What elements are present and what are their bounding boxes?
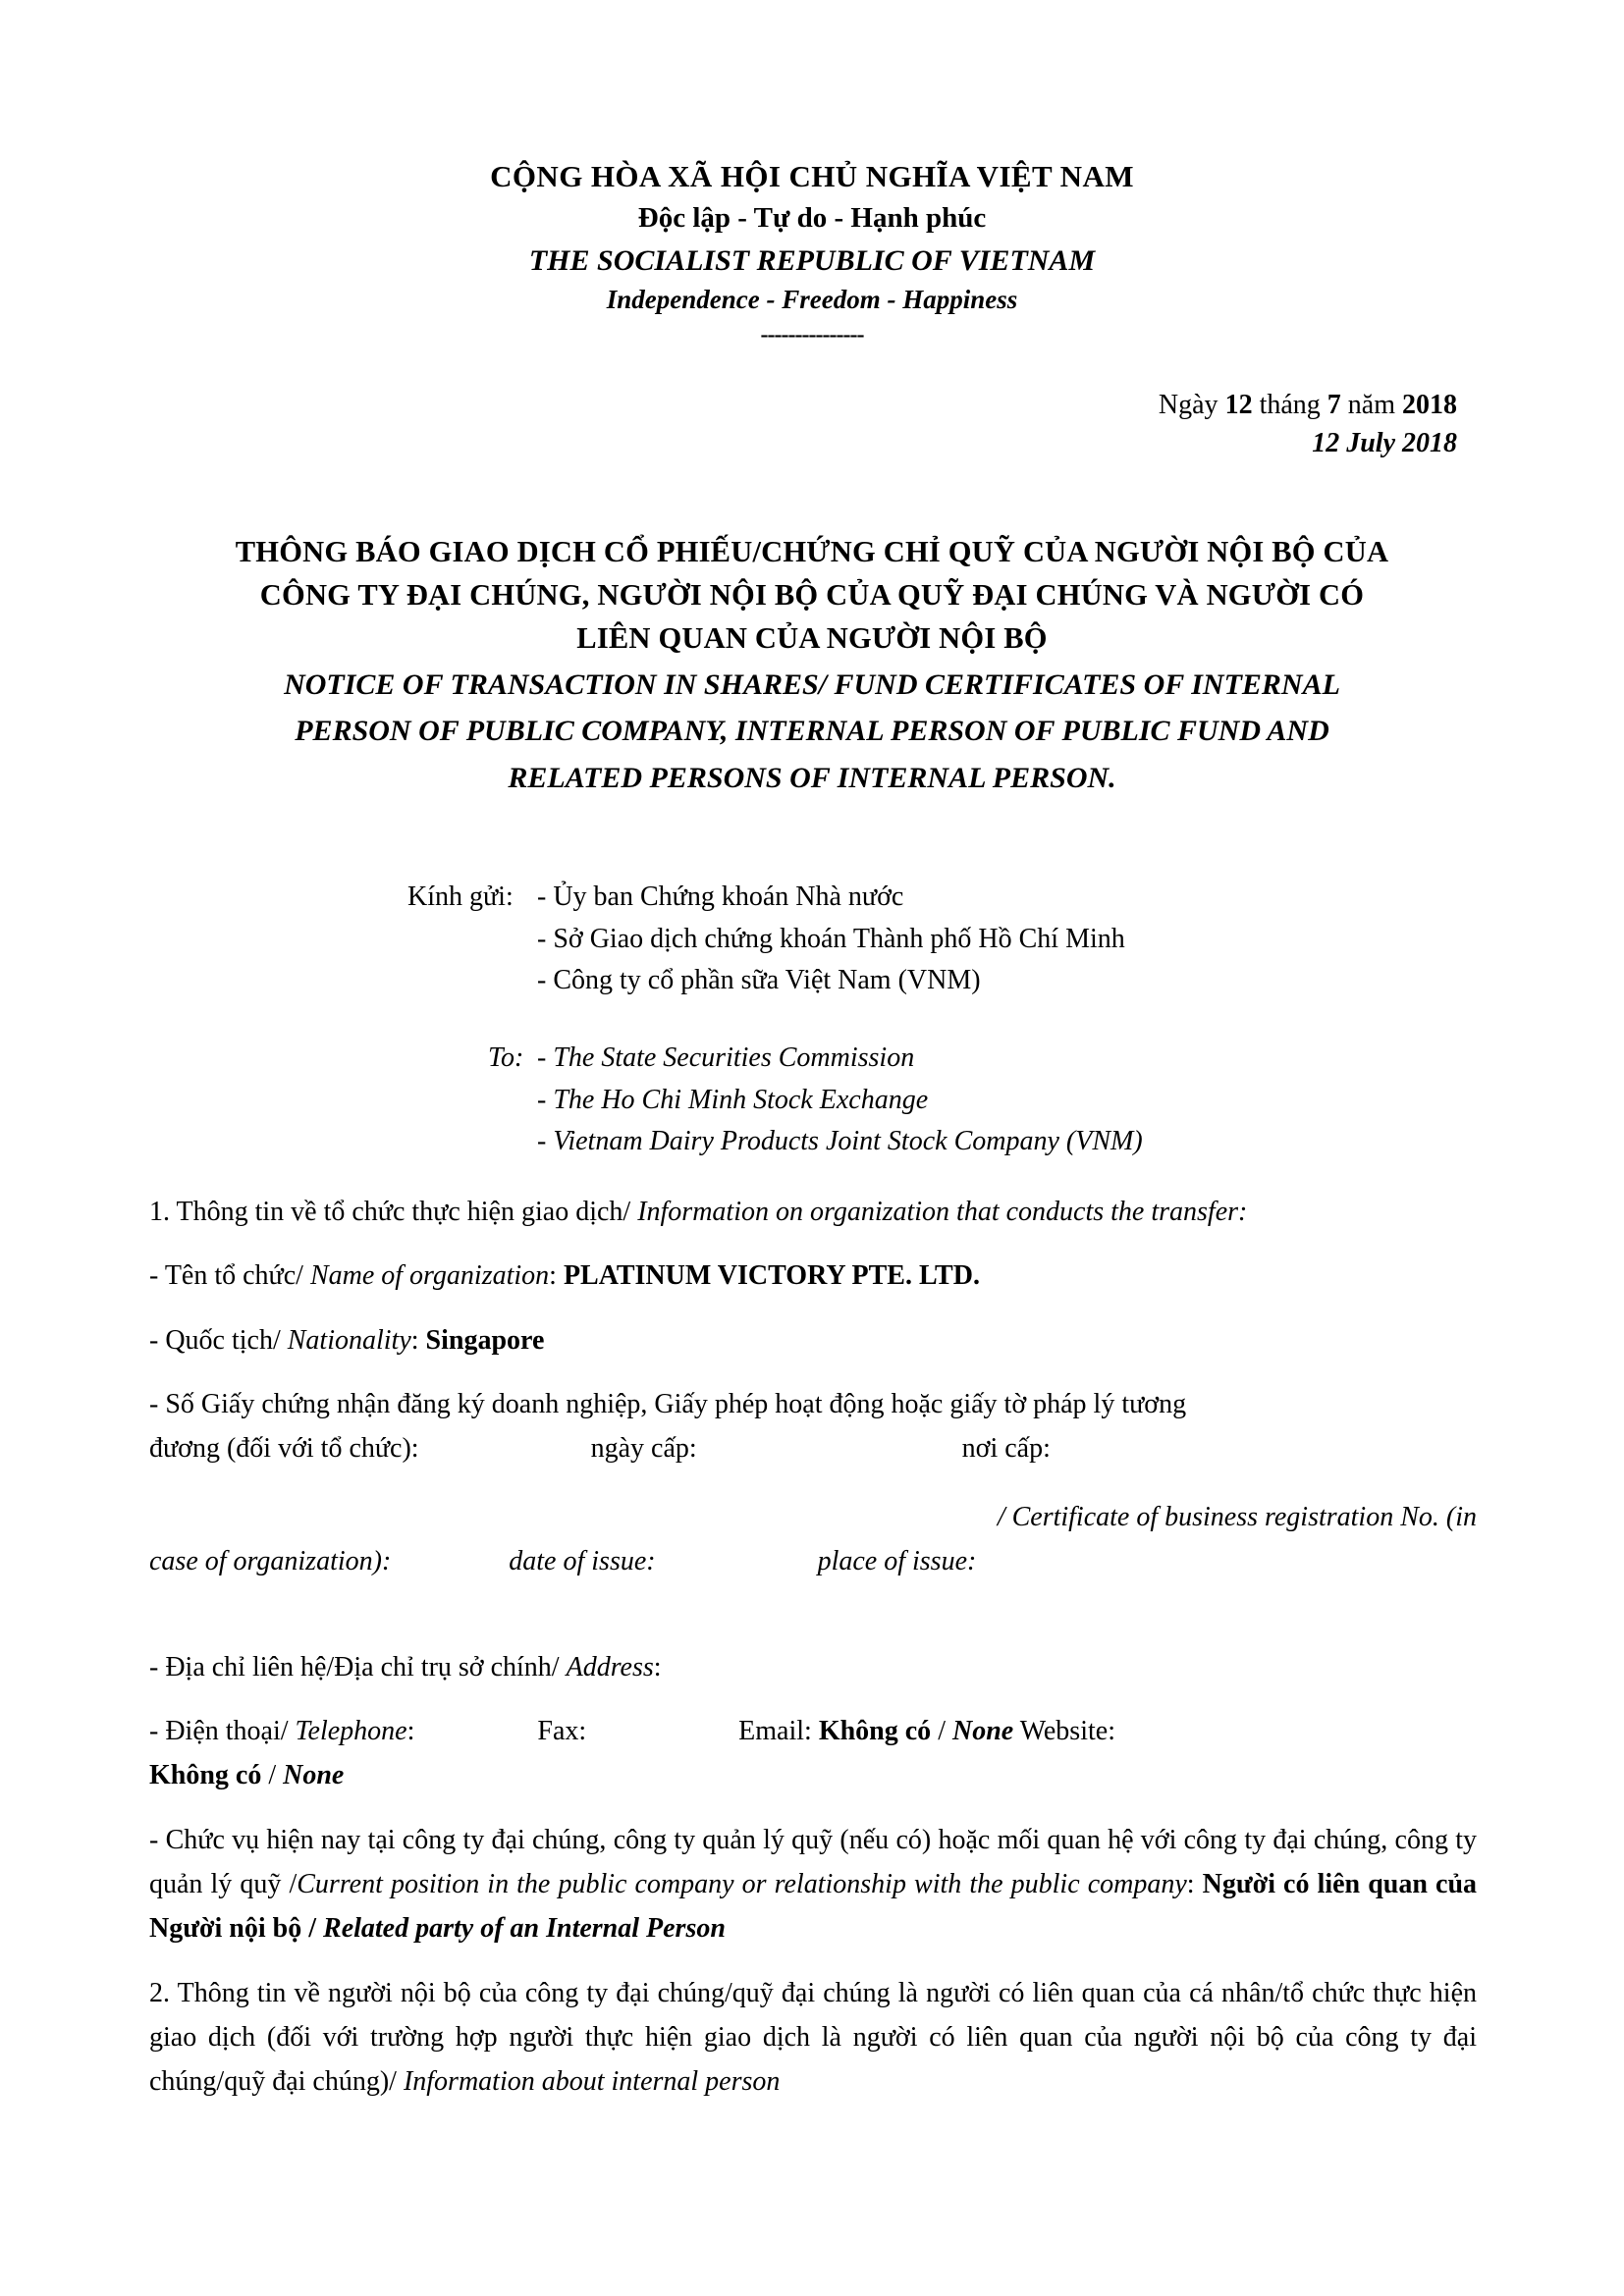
country-name-en: THE SOCIALIST REPUBLIC OF VIETNAM xyxy=(528,243,1096,277)
organization-label-en: Name of organization xyxy=(309,1260,550,1292)
title-vi-line-3: LIÊN QUAN CỦA NGƯỜI NỘI BỘ xyxy=(576,621,1048,656)
section-1-heading-en: Information on organization that conducts the transfer: xyxy=(637,1197,1248,1227)
date-vi-year-label: năm xyxy=(1340,390,1402,420)
email-separator: / xyxy=(931,1715,952,1746)
title-en-line-2: PERSON OF PUBLIC COMPANY, INTERNAL PERSON OF PUBLIC FUND AND xyxy=(295,715,1329,748)
website-value-en: None xyxy=(283,1760,345,1791)
registration-vi-line-2 xyxy=(149,1426,1477,1470)
current-position-row xyxy=(149,1818,1477,1951)
nationality-label-en: Nationality xyxy=(287,1324,411,1356)
recipient-row xyxy=(488,1080,1143,1122)
date-vi-year: 2018 xyxy=(1402,390,1457,420)
organization-name-row xyxy=(149,1254,1477,1298)
nationality-colon: : xyxy=(410,1324,426,1356)
registration-number-label-en: case of organization): xyxy=(149,1546,392,1577)
document-title xyxy=(149,530,1475,800)
address-row xyxy=(149,1645,1477,1689)
email-value-vi: Không có xyxy=(818,1715,932,1746)
national-motto-en: Independence - Freedom - Happiness xyxy=(606,284,1018,314)
title-en-line-1: NOTICE OF TRANSACTION IN SHARES/ FUND CERTIFICATES OF INTERNAL xyxy=(284,667,1340,701)
position-value-vi: Người có liên quan của Người nội bộ xyxy=(149,1868,1478,1945)
registration-en-line-2 xyxy=(149,1539,1477,1583)
position-value-en: Related party of an Internal Person xyxy=(323,1913,726,1945)
recipients-english xyxy=(488,1038,1143,1163)
recipients-vietnamese xyxy=(407,877,1125,1002)
email-value-en: None xyxy=(951,1715,1014,1746)
national-motto-vi: Độc lập - Tự do - Hạnh phúc xyxy=(637,201,987,234)
recipient-row xyxy=(488,1121,1143,1163)
date-of-issue-label-vi: ngày cấp: xyxy=(590,1433,697,1465)
date-block xyxy=(1159,388,1457,462)
address-colon: : xyxy=(653,1651,662,1682)
date-vi-prefix: Ngày xyxy=(1158,390,1225,420)
nationality-value: Singapore xyxy=(425,1324,545,1356)
document-body xyxy=(149,1190,1477,2124)
telephone-label-en: Telephone xyxy=(295,1715,407,1746)
recipient-item-vi-2: - Sở Giao dịch chứng khoán Thành phố Hồ Chí Minh xyxy=(537,923,1125,954)
position-colon: : xyxy=(1186,1868,1203,1899)
recipient-item-vi-1: - Ủy ban Chứng khoán Nhà nước xyxy=(537,881,904,912)
title-vi-line-2: CÔNG TY ĐẠI CHÚNG, NGƯỜI NỘI BỘ CỦA QUỸ ĐẠI CHÚNG VÀ NGƯỜI CÓ xyxy=(259,578,1365,613)
recipient-row xyxy=(407,919,1125,961)
recipient-item-en-1: - The State Securities Commission xyxy=(537,1042,915,1073)
registration-en-line-1: / Certificate of business registration No. (in xyxy=(997,1501,1477,1532)
recipient-row xyxy=(407,877,1125,919)
section-1-heading xyxy=(149,1190,1477,1234)
section-2-heading-vi: 2. Thông tin về người nội bộ của công ty đại chúng/quỹ đại chúng là người có liên quan của cá nhân/tổ chức thực hiện giao dịch (đối với trường hợp người thực hiện giao dịch là người có liên quan của người nội bộ của công ty đại chúng/quỹ đại chúng)/ xyxy=(149,1977,1477,2098)
website-value-vi: Không có xyxy=(149,1760,262,1791)
recipients-label-en: To: xyxy=(488,1042,524,1073)
date-vi-month: 7 xyxy=(1326,390,1341,420)
fax-label: Fax: xyxy=(537,1715,587,1746)
date-of-issue-label-en: date of issue: xyxy=(509,1546,656,1577)
recipients-label-vi: Kính gửi: xyxy=(407,881,514,912)
telephone-colon: : xyxy=(406,1715,415,1746)
date-vi-mid: tháng xyxy=(1252,390,1327,420)
website-label: Website: xyxy=(1013,1715,1115,1746)
recipient-item-en-3: - Vietnam Dairy Products Joint Stock Company (VNM) xyxy=(537,1126,1143,1157)
organization-name-value: PLATINUM VICTORY PTE. LTD. xyxy=(563,1260,980,1292)
recipient-item-en-2: - The Ho Chi Minh Stock Exchange xyxy=(537,1084,929,1115)
email-label: Email: xyxy=(738,1715,819,1746)
contact-row xyxy=(149,1709,1477,1753)
address-label-en: Address xyxy=(566,1651,654,1682)
header-divider: --------------- xyxy=(760,321,864,347)
place-of-issue-label-en: place of issue: xyxy=(817,1546,977,1577)
title-vi-line-1: THÔNG BÁO GIAO DỊCH CỔ PHIẾU/CHỨNG CHỈ QUỸ CỦA NGƯỜI NỘI BỘ CỦA xyxy=(235,535,1389,568)
telephone-label-vi: - Điện thoại/ xyxy=(149,1715,296,1746)
date-vi-day: 12 xyxy=(1224,390,1253,420)
date-english: 12 July 2018 xyxy=(1312,427,1457,458)
national-header xyxy=(0,157,1624,347)
position-separator: / xyxy=(301,1913,324,1945)
section-1-heading-vi: 1. Thông tin về tổ chức thực hiện giao dịch/ xyxy=(149,1197,638,1227)
section-2-heading xyxy=(149,1971,1477,2105)
nationality-label-vi: - Quốc tịch/ xyxy=(149,1324,288,1356)
date-vietnamese xyxy=(1159,388,1457,424)
section-2-heading-en: Information about internal person xyxy=(403,2066,781,2098)
nationality-row xyxy=(149,1318,1477,1362)
organization-label-vi: - Tên tổ chức/ xyxy=(149,1260,310,1292)
website-value-row xyxy=(149,1753,1477,1797)
title-en-line-3: RELATED PERSONS OF INTERNAL PERSON. xyxy=(508,761,1116,794)
website-separator: / xyxy=(261,1760,284,1791)
country-name-vi: CỘNG HÒA XÃ HỘI CHỦ NGHĨA VIỆT NAM xyxy=(490,159,1134,193)
recipient-row xyxy=(407,960,1125,1002)
organization-colon: : xyxy=(549,1260,564,1292)
registration-vi-line-1: - Số Giấy chứng nhận đăng ký doanh nghiệp, Giấy phép hoạt động hoặc giấy tờ pháp lý tương xyxy=(149,1389,1187,1420)
recipient-item-vi-3: - Công ty cổ phần sữa Việt Nam (VNM) xyxy=(537,965,981,996)
position-label-vi: - Chức vụ hiện nay tại công ty đại chúng, công ty quản lý quỹ (nếu có) hoặc mối quan hệ với công ty đại chúng, công ty quản lý quỹ / xyxy=(149,1824,1477,1899)
registration-number-label-vi: đương (đối với tổ chức): xyxy=(149,1433,419,1465)
address-label-vi: - Địa chỉ liên hệ/Địa chỉ trụ sở chính/ xyxy=(149,1651,567,1682)
position-label-en: Current position in the public company or relationship with the public company xyxy=(297,1868,1187,1899)
recipient-row xyxy=(488,1038,1143,1080)
place-of-issue-label-vi: nơi cấp: xyxy=(961,1433,1051,1465)
